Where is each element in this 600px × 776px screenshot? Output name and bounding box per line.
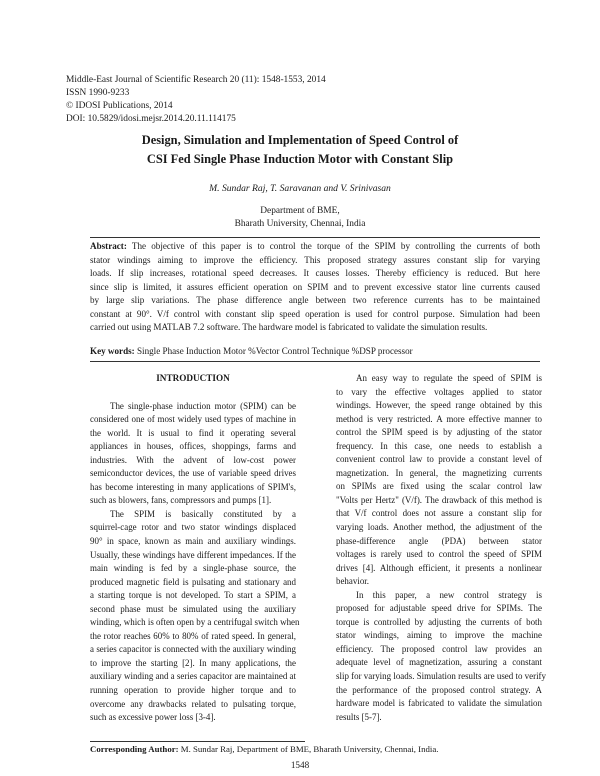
abstract-line: since slip is limited, it assures efficient operation on SPIM and to prevent excessive stator line currents caused bbox=[90, 281, 540, 292]
page-number: 1548 bbox=[290, 760, 310, 770]
left-column bbox=[90, 372, 300, 725]
keywords bbox=[90, 346, 540, 356]
journal-header bbox=[66, 74, 326, 126]
abstract-line: loads. If slip increases, rotational speed decreases. It causes losses. Thereby efficiency is reduced. But here bbox=[90, 268, 540, 279]
right-column bbox=[336, 372, 546, 724]
abstract-label: Abstract: bbox=[90, 241, 127, 251]
journal-copyright: © IDOSI Publications, 2014 bbox=[66, 101, 173, 111]
abstract-line: constant at 90°. V/f control with constant slip speed operation is used for control purpose. Simulation had been bbox=[90, 308, 540, 319]
keywords-text: Single Phase Induction Motor %Vector Control Technique %DSP processor bbox=[137, 346, 413, 356]
journal-doi: DOI: 10.5829/idosi.mejsr.2014.20.11.114175 bbox=[66, 114, 236, 124]
affiliation-department: Department of BME, bbox=[260, 206, 340, 216]
title-line-2: CSI Fed Single Phase Induction Motor with Constant Slip bbox=[146, 152, 454, 166]
abstract-line: Abstract: The objective of this paper is to control the torque of the SPIM by controlling the currents of both bbox=[90, 241, 540, 251]
affiliation-university: Bharath University, Chennai, India bbox=[234, 219, 366, 229]
paper-title bbox=[60, 131, 540, 169]
intro-paragraph-4: In this paper, a new control strategy is proposed for adjustable speed drive for SPIMs. The torque is controlled by adjusting the currents of both stator windings, aiming to improve the machine efficiency. The proposed control law provides an adequate level of magnetization, assuring a constant slip for varying loads. Simulation results are used to verify the performance of the proposed control strategy. A hardware model is fabricated to validate the simulation results [5-7]. bbox=[336, 589, 546, 722]
journal-citation: Middle-East Journal of Scientific Research 20 (11): 1548-1553, 2014 bbox=[66, 75, 326, 85]
keywords-label: Key words: bbox=[90, 346, 135, 356]
section-heading-introduction: INTRODUCTION bbox=[156, 373, 230, 383]
footnote-text: M. Sundar Raj, Department of BME, Bharath University, Chennai, India. bbox=[180, 744, 439, 754]
corresponding-author-footnote bbox=[90, 744, 438, 754]
intro-paragraph-3: An easy way to regulate the speed of SPIM is to vary the effective voltages applied to stator windings. However, the speed range obtained by this method is very restricted. A more effective manner to control the SPIM speed is by adjusting of the stator frequency. In this case, one needs to establish a convenient control law to provide a constant level of magnetization. In general, the magnetizing currents on SPIMs are fixed using the scalar control law "Volts per Hertz" (V/f). The drawback of this method is that V/f control does not assure a constant slip for varying loads. Another method, the adjustment of the phase-difference angle (PDA) between stator voltages is rarely used to control the speed of SPIM drives [4]. Although efficient, it presents a nonlinear behavior. bbox=[336, 373, 542, 587]
keywords-divider bbox=[90, 361, 540, 362]
intro-paragraph-2: The SPIM is basically constituted by a squirrel-cage rotor and two stator windings displaced 90° in space, known as main and auxiliary windings. Usually, these windings have different impedances. If the main winding is fed by a single-phase source, the produced magnetic field is pulsating and stationary and a starting torque is not developed. To start a SPIM, a second phase must be simulated using the auxiliary winding, which is often open by a centrifugal switch when the rotor reaches 60% to 80% of rated speed. In general, a series capacitor is connected with the auxiliary winding to improve the starting [2]. In many applications, the auxiliary winding and a series capacitor are maintained at running operation to provide higher torque and to overcome any drawbacks related to pulsating torque, such as excessive power loss [3-4]. bbox=[90, 508, 300, 723]
top-divider bbox=[90, 237, 540, 238]
footnote-divider bbox=[90, 741, 305, 742]
footnote-label: Corresponding Author: bbox=[90, 744, 179, 754]
abstract-line: by large slip variations. The phase difference angle between two reference currents has to be maintained bbox=[90, 295, 540, 306]
abstract-line: carried out using MATLAB 7.2 software. The hardware model is fabricated to validate the simulation results. bbox=[90, 322, 488, 333]
title-line-1: Design, Simulation and Implementation of Speed Control of bbox=[141, 133, 459, 147]
abstract bbox=[90, 240, 540, 335]
journal-issn: ISSN 1990-9233 bbox=[66, 88, 130, 98]
affiliation bbox=[60, 205, 540, 231]
intro-paragraph-1: The single-phase induction motor (SPIM) can be considered one of most widely used types of machine in the world. It is usual to find it operating several appliances in houses, offices, shoppings, farms and industries. With the advent of low-cost power semiconductor devices, the use of variable speed drives has become interesting in many applications of SPIM's, such as blowers, fans, compressors and pumps [1]. bbox=[90, 400, 296, 506]
abstract-line: stator windings aiming to improve the efficiency. This proposed strategy assures constant slip for varying bbox=[90, 254, 540, 265]
authors: M. Sundar Raj, T. Saravanan and V. Srinivasan bbox=[209, 183, 391, 194]
